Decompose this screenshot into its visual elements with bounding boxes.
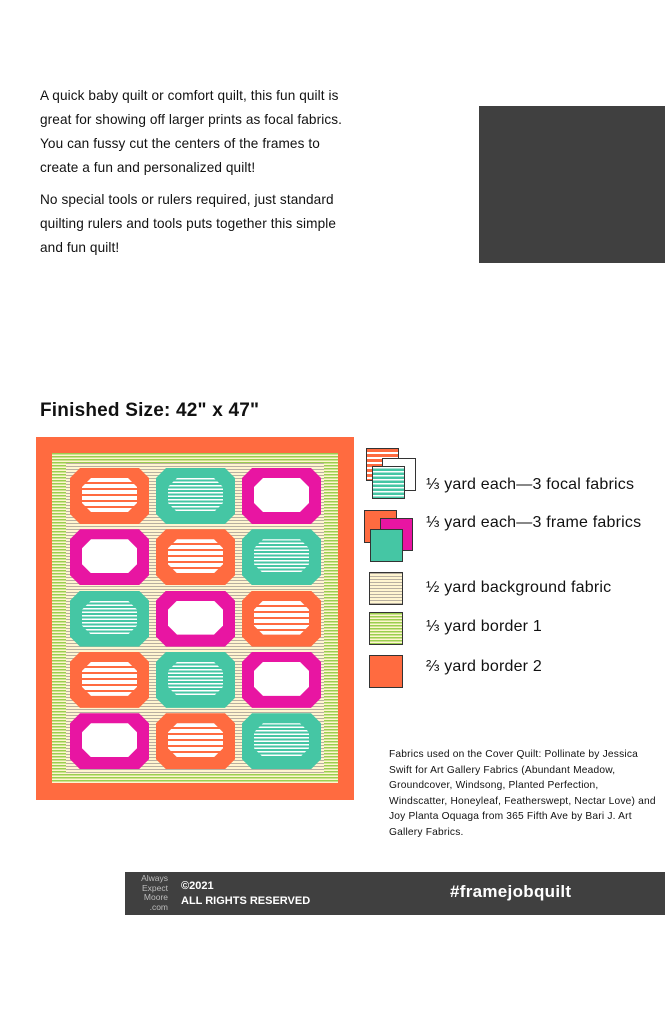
legend-label-frame: ⅓ yard each—3 frame fabrics <box>426 514 642 531</box>
quilt-block <box>156 591 235 647</box>
fabrics-used-note: Fabrics used on the Cover Quilt: Pollinate by Jessica Swift for Art Gallery Fabrics (Abundant Meadow, Groundcover, Windsong, Planted Perfection, Windscatter, Honeyleaf, Featherswept, Nectar Love) and Joy Planta Oquaga from 365 Fifth Ave by Bari J. Art Gallery Fabrics. <box>389 749 656 838</box>
hashtag: #framejobquilt <box>450 882 572 901</box>
legend-label-border-2: ⅔ yard border 2 <box>426 658 542 675</box>
copyright-year: ©2021 <box>181 880 214 892</box>
block-center <box>82 478 137 512</box>
background-fabric-swatch-icon <box>369 572 403 605</box>
quilt-block <box>242 713 321 769</box>
legend-label-focal: ⅓ yard each—3 focal fabrics <box>426 476 635 493</box>
quilt-background-field <box>66 463 324 773</box>
block-center <box>168 539 223 573</box>
quilt-block <box>242 468 321 524</box>
block-center <box>82 723 137 757</box>
legend-item-focal <box>364 448 665 498</box>
intro-text <box>40 84 360 268</box>
quilt-block <box>242 652 321 708</box>
quilt-block <box>156 529 235 585</box>
quilt-block <box>242 591 321 647</box>
intro-paragraph-2: No special tools or rulers required, just standard quilting rulers and tools puts together this simple and fun quilt! <box>40 192 337 255</box>
rights-reserved: ALL RIGHTS RESERVED <box>181 895 311 907</box>
block-center <box>254 601 309 635</box>
copyright-block <box>181 879 310 909</box>
quilt-block <box>242 529 321 585</box>
quilt-block <box>70 652 149 708</box>
legend-item-frame <box>364 508 665 568</box>
logo-line-2: Expect <box>142 882 168 893</box>
block-center <box>168 601 223 635</box>
quilt-block <box>70 529 149 585</box>
legend-item-border-2 <box>364 655 665 691</box>
quilt-border-1 <box>52 453 338 783</box>
legend-label-background: ½ yard background fabric <box>426 579 612 596</box>
quilt-block <box>70 713 149 769</box>
block-center <box>254 723 309 757</box>
block-center <box>254 662 309 696</box>
intro-paragraph-1: A quick baby quilt or comfort quilt, this fun quilt is great for showing off larger prints as focal fabrics. You can fussy cut the centers of the frames to create a fun and personalized quilt! <box>40 88 342 175</box>
legend-label-border-1: ⅓ yard border 1 <box>426 618 542 635</box>
quilt-block <box>156 652 235 708</box>
finished-size-heading: Finished Size: 42" x 47" <box>40 400 260 421</box>
quilt-photo-placeholder <box>479 106 665 263</box>
quilt-block <box>156 713 235 769</box>
block-center <box>82 539 137 573</box>
footer-bar <box>125 872 665 915</box>
logo-line-1: Always <box>141 873 168 883</box>
border-1-swatch-icon <box>369 612 403 645</box>
block-center <box>168 662 223 696</box>
block-center <box>168 723 223 757</box>
quilt-diagram <box>36 437 354 800</box>
logo-line-3: Moore <box>143 892 168 902</box>
block-center <box>82 601 137 635</box>
quilt-block <box>156 468 235 524</box>
legend-item-background <box>364 572 665 608</box>
logo-line-4: .com <box>149 901 168 912</box>
border-2-swatch-icon <box>369 655 403 688</box>
block-center <box>168 478 223 512</box>
quilt-block <box>70 468 149 524</box>
always-expect-moore-logo <box>128 874 168 912</box>
legend-item-border-1 <box>364 612 665 648</box>
quilt-block <box>70 591 149 647</box>
block-center <box>254 478 309 512</box>
block-center <box>82 662 137 696</box>
block-center <box>254 539 309 573</box>
